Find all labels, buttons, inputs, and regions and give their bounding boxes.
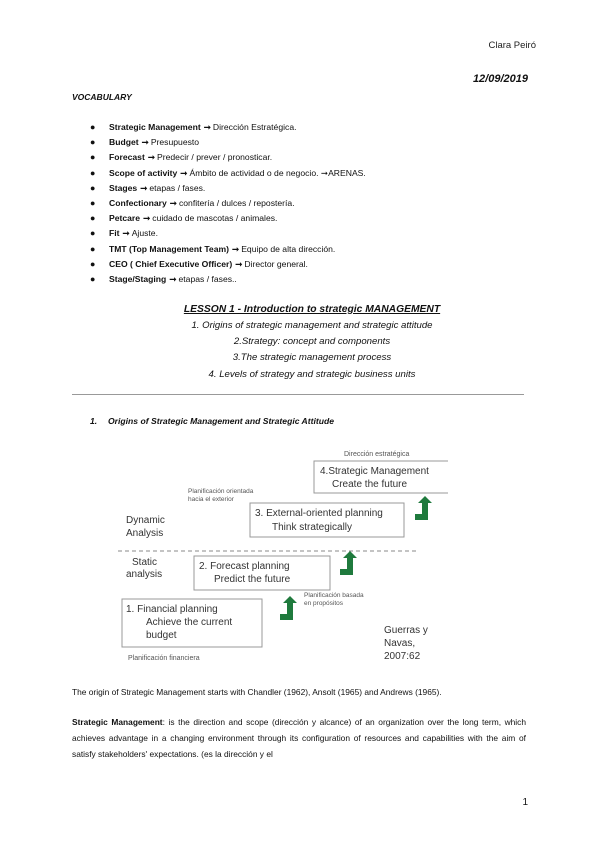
stage-2-subtitle: Predict the future bbox=[214, 574, 291, 585]
list-item bbox=[90, 135, 366, 150]
vocab-definition: cuidado de mascotas / animales. bbox=[152, 213, 278, 224]
vocabulary-list bbox=[90, 120, 366, 287]
divider bbox=[72, 394, 524, 395]
bullet-icon: ● bbox=[90, 258, 96, 269]
vocab-definition: Dirección Estratégica. bbox=[212, 122, 297, 132]
strategic-evolution-diagram bbox=[118, 444, 448, 666]
arrow-right-icon: ➞ bbox=[235, 258, 243, 269]
stage-4-subtitle: Create the future bbox=[332, 479, 408, 490]
vocab-definition: Ajuste. bbox=[131, 228, 158, 239]
bullet-icon: ● bbox=[90, 197, 96, 208]
vocab-definition: Equipo de alta dirección. bbox=[241, 243, 336, 254]
annotation-exterior-2: hacia el exterior bbox=[188, 496, 234, 503]
vocab-definition: etapas / fases. bbox=[149, 182, 206, 193]
bullet-icon: ● bbox=[90, 273, 96, 284]
annotation-purpose-1: Planificación basada bbox=[304, 592, 364, 599]
author-name: Clara Peiró bbox=[488, 40, 536, 51]
bullet-icon: ● bbox=[90, 137, 96, 148]
vocab-definition: Presupuesto bbox=[150, 137, 200, 148]
vocab-term: Scope of activity bbox=[109, 167, 178, 178]
lesson-item: 3.The strategic management process bbox=[232, 352, 392, 364]
stage-1-subtitle: Achieve the current bbox=[146, 617, 233, 628]
static-label-1: Static bbox=[132, 557, 158, 568]
list-item bbox=[90, 211, 366, 226]
vocab-term: Stage/Staging bbox=[109, 273, 167, 284]
section-heading bbox=[90, 416, 334, 426]
caption-bottom: Planificación financiera bbox=[128, 655, 200, 662]
list-item bbox=[90, 166, 366, 181]
document-date: 12/09/2019 bbox=[472, 73, 528, 85]
list-item bbox=[90, 120, 366, 135]
arrow-right-icon: ➞ bbox=[232, 243, 240, 254]
definition-text: : is the direction and scope (dirección y alcance) of an organization over the long term, which achieves advantage in a changing environment through its configuration of resources and capabilities with the aim of satisfy stakeholders' expectations. (es la dirección y el bbox=[72, 717, 527, 760]
vocab-term: Budget bbox=[109, 137, 139, 148]
step-arrow-icon bbox=[340, 551, 357, 575]
citation-1: Guerras y bbox=[384, 625, 428, 636]
bullet-icon: ● bbox=[90, 152, 96, 163]
vocab-term: CEO ( Chief Executive Officer) bbox=[109, 258, 233, 269]
lesson-item: 2.Strategy: concept and components bbox=[233, 336, 391, 348]
list-item bbox=[90, 226, 366, 241]
arrow-right-icon: ➞ bbox=[140, 182, 148, 193]
stage-3-title: 3. External-oriented planning bbox=[255, 508, 383, 519]
bullet-icon: ● bbox=[90, 243, 96, 254]
stage-1-subtitle-2: budget bbox=[146, 630, 177, 641]
arrow-right-icon: ➞ bbox=[169, 273, 177, 284]
annotation-exterior-1: Planificación orientada bbox=[188, 488, 254, 495]
origin-paragraph: The origin of Strategic Management starts with Chandler (1962), Ansolt (1965) and Andrews (1965). bbox=[72, 687, 442, 697]
arrow-right-icon: ➞ bbox=[147, 152, 156, 163]
step-arrow-icon bbox=[280, 596, 297, 620]
arrow-right-icon: ➞ bbox=[203, 122, 211, 132]
vocab-definition: Ámbito de actividad o de negocio. ➞ARENAS. bbox=[189, 167, 366, 178]
caption-top: Dirección estratégica bbox=[344, 451, 410, 458]
vocab-term: Confectionary bbox=[109, 197, 167, 208]
section-number: 1. bbox=[90, 416, 98, 426]
bullet-icon: ● bbox=[90, 182, 96, 193]
vocabulary-heading: VOCABULARY bbox=[72, 92, 132, 102]
page-number: 1 bbox=[522, 797, 528, 808]
vocab-definition: Director general. bbox=[244, 258, 308, 269]
static-label-2: analysis bbox=[126, 569, 163, 580]
vocab-definition: etapas / fases.. bbox=[178, 273, 237, 284]
vocab-term: TMT (Top Management Team) bbox=[109, 243, 229, 254]
section-title: Origins of Strategic Management and Strategic Attitude bbox=[108, 416, 335, 426]
list-item bbox=[90, 150, 366, 165]
list-item bbox=[90, 242, 366, 257]
stage-3-subtitle: Think strategically bbox=[272, 522, 353, 533]
bullet-icon: ● bbox=[90, 122, 96, 132]
arrow-right-icon: ➞ bbox=[122, 228, 130, 239]
vocab-term: Strategic Management bbox=[109, 122, 201, 132]
vocab-definition: Predecir / prever / pronosticar. bbox=[157, 152, 273, 163]
stage-4-title: 4.Strategic Management bbox=[320, 466, 429, 477]
list-item bbox=[90, 181, 366, 196]
lesson-item: 4. Levels of strategy and strategic business units bbox=[208, 368, 416, 380]
arrow-right-icon: ➞ bbox=[141, 137, 149, 148]
definition-term: Strategic Management bbox=[72, 717, 163, 727]
lesson-outline bbox=[72, 302, 552, 383]
vocab-term: Fit bbox=[109, 228, 120, 239]
vocab-term: Petcare bbox=[109, 213, 141, 224]
list-item bbox=[90, 272, 366, 287]
vocab-definition: confitería / dulces / repostería. bbox=[178, 197, 295, 208]
bullet-icon: ● bbox=[90, 228, 96, 239]
list-item bbox=[90, 196, 366, 211]
stage-2-title: 2. Forecast planning bbox=[199, 561, 290, 572]
stage-1-title: 1. Financial planning bbox=[126, 604, 218, 615]
bullet-icon: ● bbox=[90, 167, 96, 178]
arrow-right-icon: ➞ bbox=[180, 167, 188, 178]
vocab-term: Stages bbox=[109, 182, 138, 193]
vocab-term: Forecast bbox=[109, 152, 145, 163]
list-item bbox=[90, 257, 366, 272]
arrow-right-icon: ➞ bbox=[169, 197, 177, 208]
citation-3: 2007:62 bbox=[384, 651, 421, 662]
dynamic-label-1: Dynamic bbox=[126, 515, 165, 526]
annotation-purpose-2: en propósitos bbox=[304, 600, 344, 607]
lesson-title: LESSON 1 - Introduction to strategic MANAGEMENT bbox=[183, 304, 441, 315]
citation-2: Navas, bbox=[384, 638, 416, 649]
step-arrow-icon bbox=[415, 496, 432, 520]
definition-paragraph bbox=[72, 714, 526, 763]
lesson-item: 1. Origins of strategic management and strategic attitude bbox=[191, 320, 433, 331]
arrow-right-icon: ➞ bbox=[143, 213, 151, 224]
dynamic-label-2: Analysis bbox=[126, 528, 164, 539]
bullet-icon: ● bbox=[90, 213, 96, 224]
